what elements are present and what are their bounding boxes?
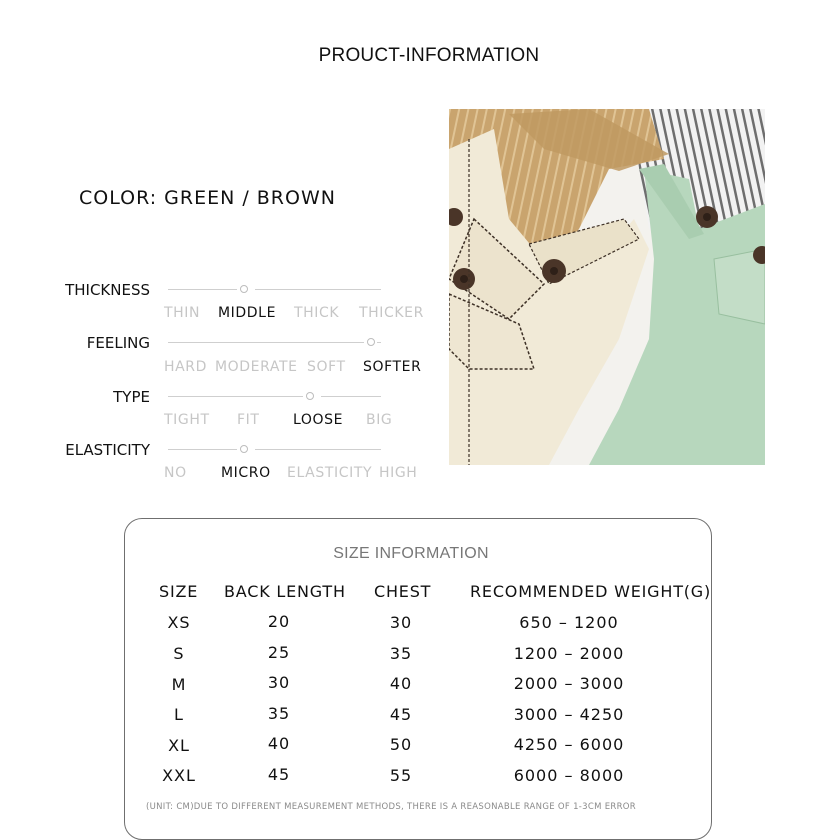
cell-back-length: 30 (267, 673, 291, 692)
cell-chest: 50 (389, 735, 413, 754)
option-soft: SOFT (307, 359, 346, 375)
color-info: COLOR: GREEN / BROWN (79, 187, 336, 209)
feeling-marker (367, 338, 375, 346)
thickness-marker (240, 285, 248, 293)
cell-weight: 4250 – 6000 (513, 735, 625, 754)
cell-back-length: 25 (267, 643, 291, 662)
col-header-weight: RECOMMENDED WEIGHT(G) (470, 582, 712, 601)
option-micro: MICRO (221, 465, 271, 481)
cell-weight: 2000 – 3000 (513, 674, 625, 693)
attr-label-feeling: FEELING (86, 334, 150, 352)
cell-size: XS (167, 613, 191, 632)
cell-size: S (173, 644, 185, 663)
type-options (0, 412, 440, 430)
col-header-size: SIZE (159, 582, 199, 601)
option-no: NO (164, 465, 187, 481)
type-marker (306, 392, 314, 400)
cell-chest: 55 (389, 766, 413, 785)
cell-weight: 650 – 1200 (519, 613, 619, 632)
option-thick: THICK (294, 305, 340, 321)
elasticity-slider (168, 445, 381, 455)
page-title: PROUCT-INFORMATION (318, 45, 540, 66)
elasticity-options (0, 465, 440, 483)
cell-back-length: 45 (267, 765, 291, 784)
option-high: HIGH (379, 465, 418, 481)
attr-label-thickness: THICKNESS (65, 281, 150, 299)
cell-chest: 30 (389, 613, 413, 632)
attr-label-elasticity: ELASTICITY (65, 441, 150, 459)
type-slider (168, 392, 381, 402)
cell-back-length: 20 (267, 612, 291, 631)
col-header-back-length: BACK LENGTH (224, 582, 346, 601)
option-moderate: MODERATE (215, 359, 298, 375)
option-tight: TIGHT (164, 412, 210, 428)
cell-chest: 35 (389, 644, 413, 663)
cell-size: XL (168, 736, 190, 755)
product-photo (449, 109, 765, 465)
cell-size: L (174, 705, 184, 724)
feeling-slider (168, 338, 381, 348)
option-thicker: THICKER (359, 305, 424, 321)
cell-weight: 1200 – 2000 (513, 644, 625, 663)
cell-size: M (171, 675, 187, 694)
col-header-chest: CHEST (374, 582, 432, 601)
thickness-slider (168, 285, 381, 295)
option-middle: MIDDLE (218, 305, 277, 321)
cell-size: XXL (162, 766, 196, 785)
cell-weight: 6000 – 8000 (513, 766, 625, 785)
feeling-options (0, 359, 440, 377)
attr-label-type: TYPE (113, 388, 150, 406)
cell-back-length: 35 (267, 704, 291, 723)
cell-chest: 40 (389, 674, 413, 693)
option-loose: LOOSE (293, 412, 344, 428)
cell-back-length: 40 (267, 734, 291, 753)
option-hard: HARD (164, 359, 208, 375)
size-info-title: SIZE INFORMATION (333, 545, 489, 562)
cell-chest: 45 (389, 705, 413, 724)
thickness-options (0, 305, 440, 323)
option-big: BIG (366, 412, 393, 428)
option-thin: THIN (164, 305, 201, 321)
option-softer: SOFTER (363, 359, 422, 375)
size-note: (UNIT: CM)DUE TO DIFFERENT MEASUREMENT METHODS, THERE IS A REASONABLE RANGE OF 1-3CM ERROR (146, 802, 637, 812)
option-elasticity: ELASTICITY (287, 465, 373, 481)
cell-weight: 3000 – 4250 (513, 705, 625, 724)
elasticity-marker (240, 445, 248, 453)
option-fit: FIT (237, 412, 260, 428)
